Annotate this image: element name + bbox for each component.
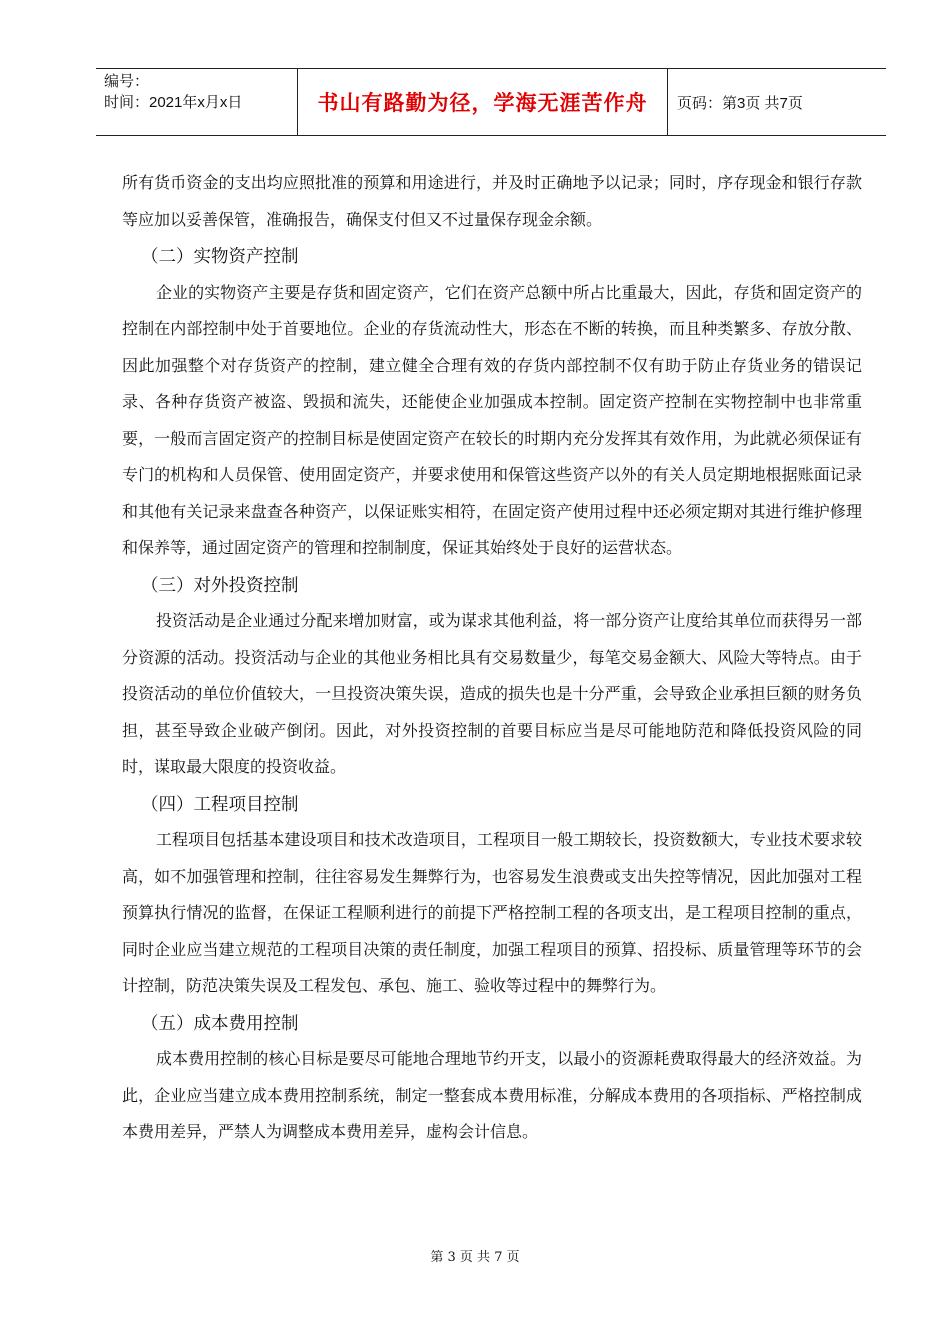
header-page-info: 页码：第3页 共7页 [677,94,803,112]
body-paragraph: 企业的实物资产主要是存货和固定资产，它们在资产总额中所占比重最大，因此，存货和固定资产的控制在内部控制中处于首要地位。企业的存货流动性大，形态在不断的转换，而且种类繁多、存放分散、因此加强整个对存货资产的控制，建立健全合理有效的存货内部控制不仅有助于防止存货业务的错误记录、各种存货资产被盗、毁损和流失，还能使企业加强成本控制。固定资产控制在实物控制中也非常重要，一般而言固定资产的控制目标是使固定资产在较长的时期内充分发挥其有效作用，为此就必须保证有专门的机构和人员保管、使用固定资产，并要求使用和保管这些资产以外的有关人员定期地根据账面记录和其他有关记录来盘查各种资产，以保证账实相符，在固定资产使用过程中还必须定期对其进行维护修理和保养等，通过固定资产的管理和控制制度，保证其始终处于良好的运营状态。 [122,282,862,557]
body-paragraph: 工程项目包括基本建设项目和技术改造项目，工程项目一般工期较长，投资数额大，专业技术要求较高，如不加强管理和控制，往往容易发生舞弊行为，也容易发生浪费或支出失控等情况，因此加强对工程预算执行情况的监督，在保证工程顺利进行的前提下严格控制工程的各项支出，是工程项目控制的重点，同时企业应当建立规范的工程项目决策的责任制度，加强工程项目的预算、招投标、质量管理等环节的会计控制，防范决策失误及工程发包、承包、施工、验收等过程中的舞弊行为。 [122,830,862,995]
document-body [122,165,862,1151]
header-motto: 书山有路勤为径，学海无涯苦作舟 [297,69,668,135]
page-footer: 第 3 页 共 7 页 [430,1250,520,1265]
document-number-label: 编号： [104,73,150,90]
body-paragraph: 投资活动是企业通过分配来增加财富，或为谋求其他利益，将一部分资产让度给其单位而获得另一部分资源的活动。投资活动与企业的其他业务相比具有交易数量少，每笔交易金额大、风险大等特点。由于投资活动的单位价值较大，一旦投资决策失误，造成的损失也是十分严重，会导致企业承担巨额的财务负担，甚至导致企业破产倒闭。因此，对外投资控制的首要目标应当是尽可能地防范和降低投资风险的同时，谋取最大限度的投资收益。 [122,611,862,776]
section-heading: （五）成本费用控制 [141,1012,299,1033]
body-paragraph: 成本费用控制的核心目标是要尽可能地合理地节约开支，以最小的资源耗费取得最大的经济效益。为此，企业应当建立成本费用控制系统，制定一整套成本费用标准，分解成本费用的各项指标、严格控制成本费用差异，严禁人为调整成本费用差异，虚构会计信息。 [122,1049,862,1141]
body-paragraph: 所有货币资金的支出均应照批准的预算和用途进行，并及时正确地予以记录；同时，序存现金和银行存款等应加以妥善保管，准确报告，确保支付但又不过量保存现金余额。 [122,173,862,229]
section-heading: （四）工程项目控制 [141,793,299,814]
document-time-label: 时间：2021年x月x日 [104,94,243,111]
section-heading: （二）实物资产控制 [141,246,299,266]
section-heading: （三）对外投资控制 [141,574,299,595]
header-meta [96,69,297,135]
document-header [96,68,886,136]
